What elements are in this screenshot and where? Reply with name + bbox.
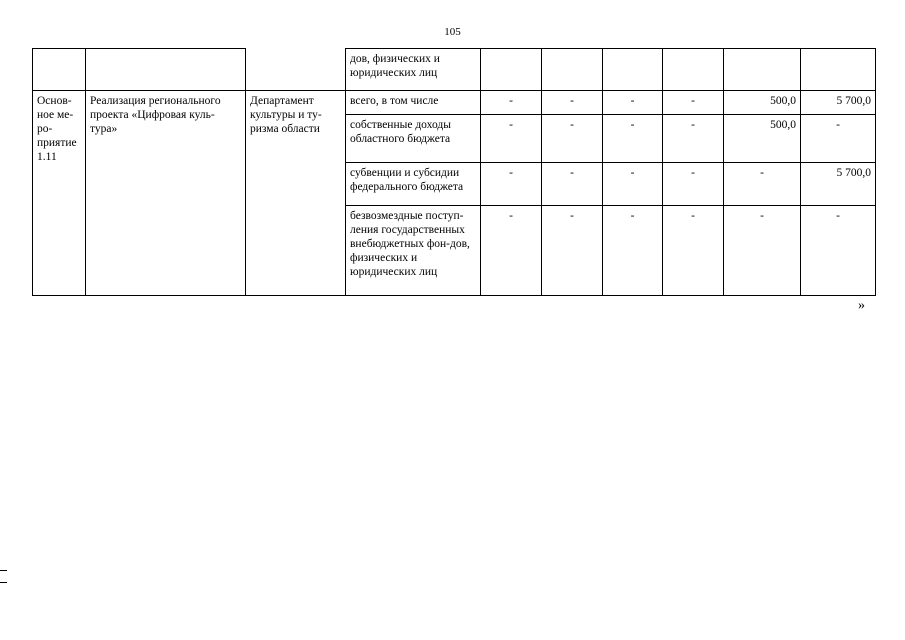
value-cell: - (663, 115, 724, 163)
value-cell (724, 49, 801, 91)
value-cell (603, 49, 663, 91)
value-cell: - (801, 115, 876, 163)
value-cell: - (801, 206, 876, 296)
value-cell: - (603, 115, 663, 163)
budget-table (32, 48, 876, 296)
code-cell-empty (33, 49, 86, 91)
value-cell: - (481, 163, 542, 206)
value-cell: - (481, 115, 542, 163)
value-cell (663, 49, 724, 91)
value-cell: - (663, 163, 724, 206)
table-row (33, 91, 876, 115)
value-cell (542, 49, 603, 91)
value-cell: - (603, 91, 663, 115)
value-cell: - (542, 206, 603, 296)
value-cell: - (481, 206, 542, 296)
value-cell: 5 700,0 (801, 163, 876, 206)
margin-mark (0, 570, 7, 571)
value-cell: 5 700,0 (801, 91, 876, 115)
value-cell: - (663, 206, 724, 296)
value-cell: - (724, 206, 801, 296)
value-cell (801, 49, 876, 91)
source-cell: субвенции и субсидии федерального бюджета (346, 163, 481, 206)
value-cell: 500,0 (724, 91, 801, 115)
source-cell: дов, физических и юридических лиц (346, 49, 481, 91)
page-number: 105 (444, 26, 461, 38)
value-cell: - (542, 163, 603, 206)
source-cell: собственные доходы областного бюджета (346, 115, 481, 163)
source-cell: всего, в том числе (346, 91, 481, 115)
value-cell: - (481, 91, 542, 115)
value-cell: - (603, 163, 663, 206)
value-cell: - (724, 163, 801, 206)
executor-cell-empty (246, 49, 346, 91)
value-cell: - (542, 91, 603, 115)
activity-title: Реализация регионального проекта «Цифровая куль-тура» (86, 91, 246, 296)
value-cell: - (663, 91, 724, 115)
margin-mark (0, 582, 7, 583)
value-cell: - (603, 206, 663, 296)
title-cell-empty (86, 49, 246, 91)
continuation-row (33, 49, 876, 91)
source-cell: безвозмездные поступ-ления государственных внебюджетных фон-дов, физических и юридических лиц (346, 206, 481, 296)
closing-quote: » (858, 298, 865, 313)
value-cell: 500,0 (724, 115, 801, 163)
activity-executor: Департамент культуры и ту-ризма области (246, 91, 346, 296)
value-cell (481, 49, 542, 91)
value-cell: - (542, 115, 603, 163)
activity-code: Основ-ное ме-ро-приятие 1.11 (33, 91, 86, 296)
